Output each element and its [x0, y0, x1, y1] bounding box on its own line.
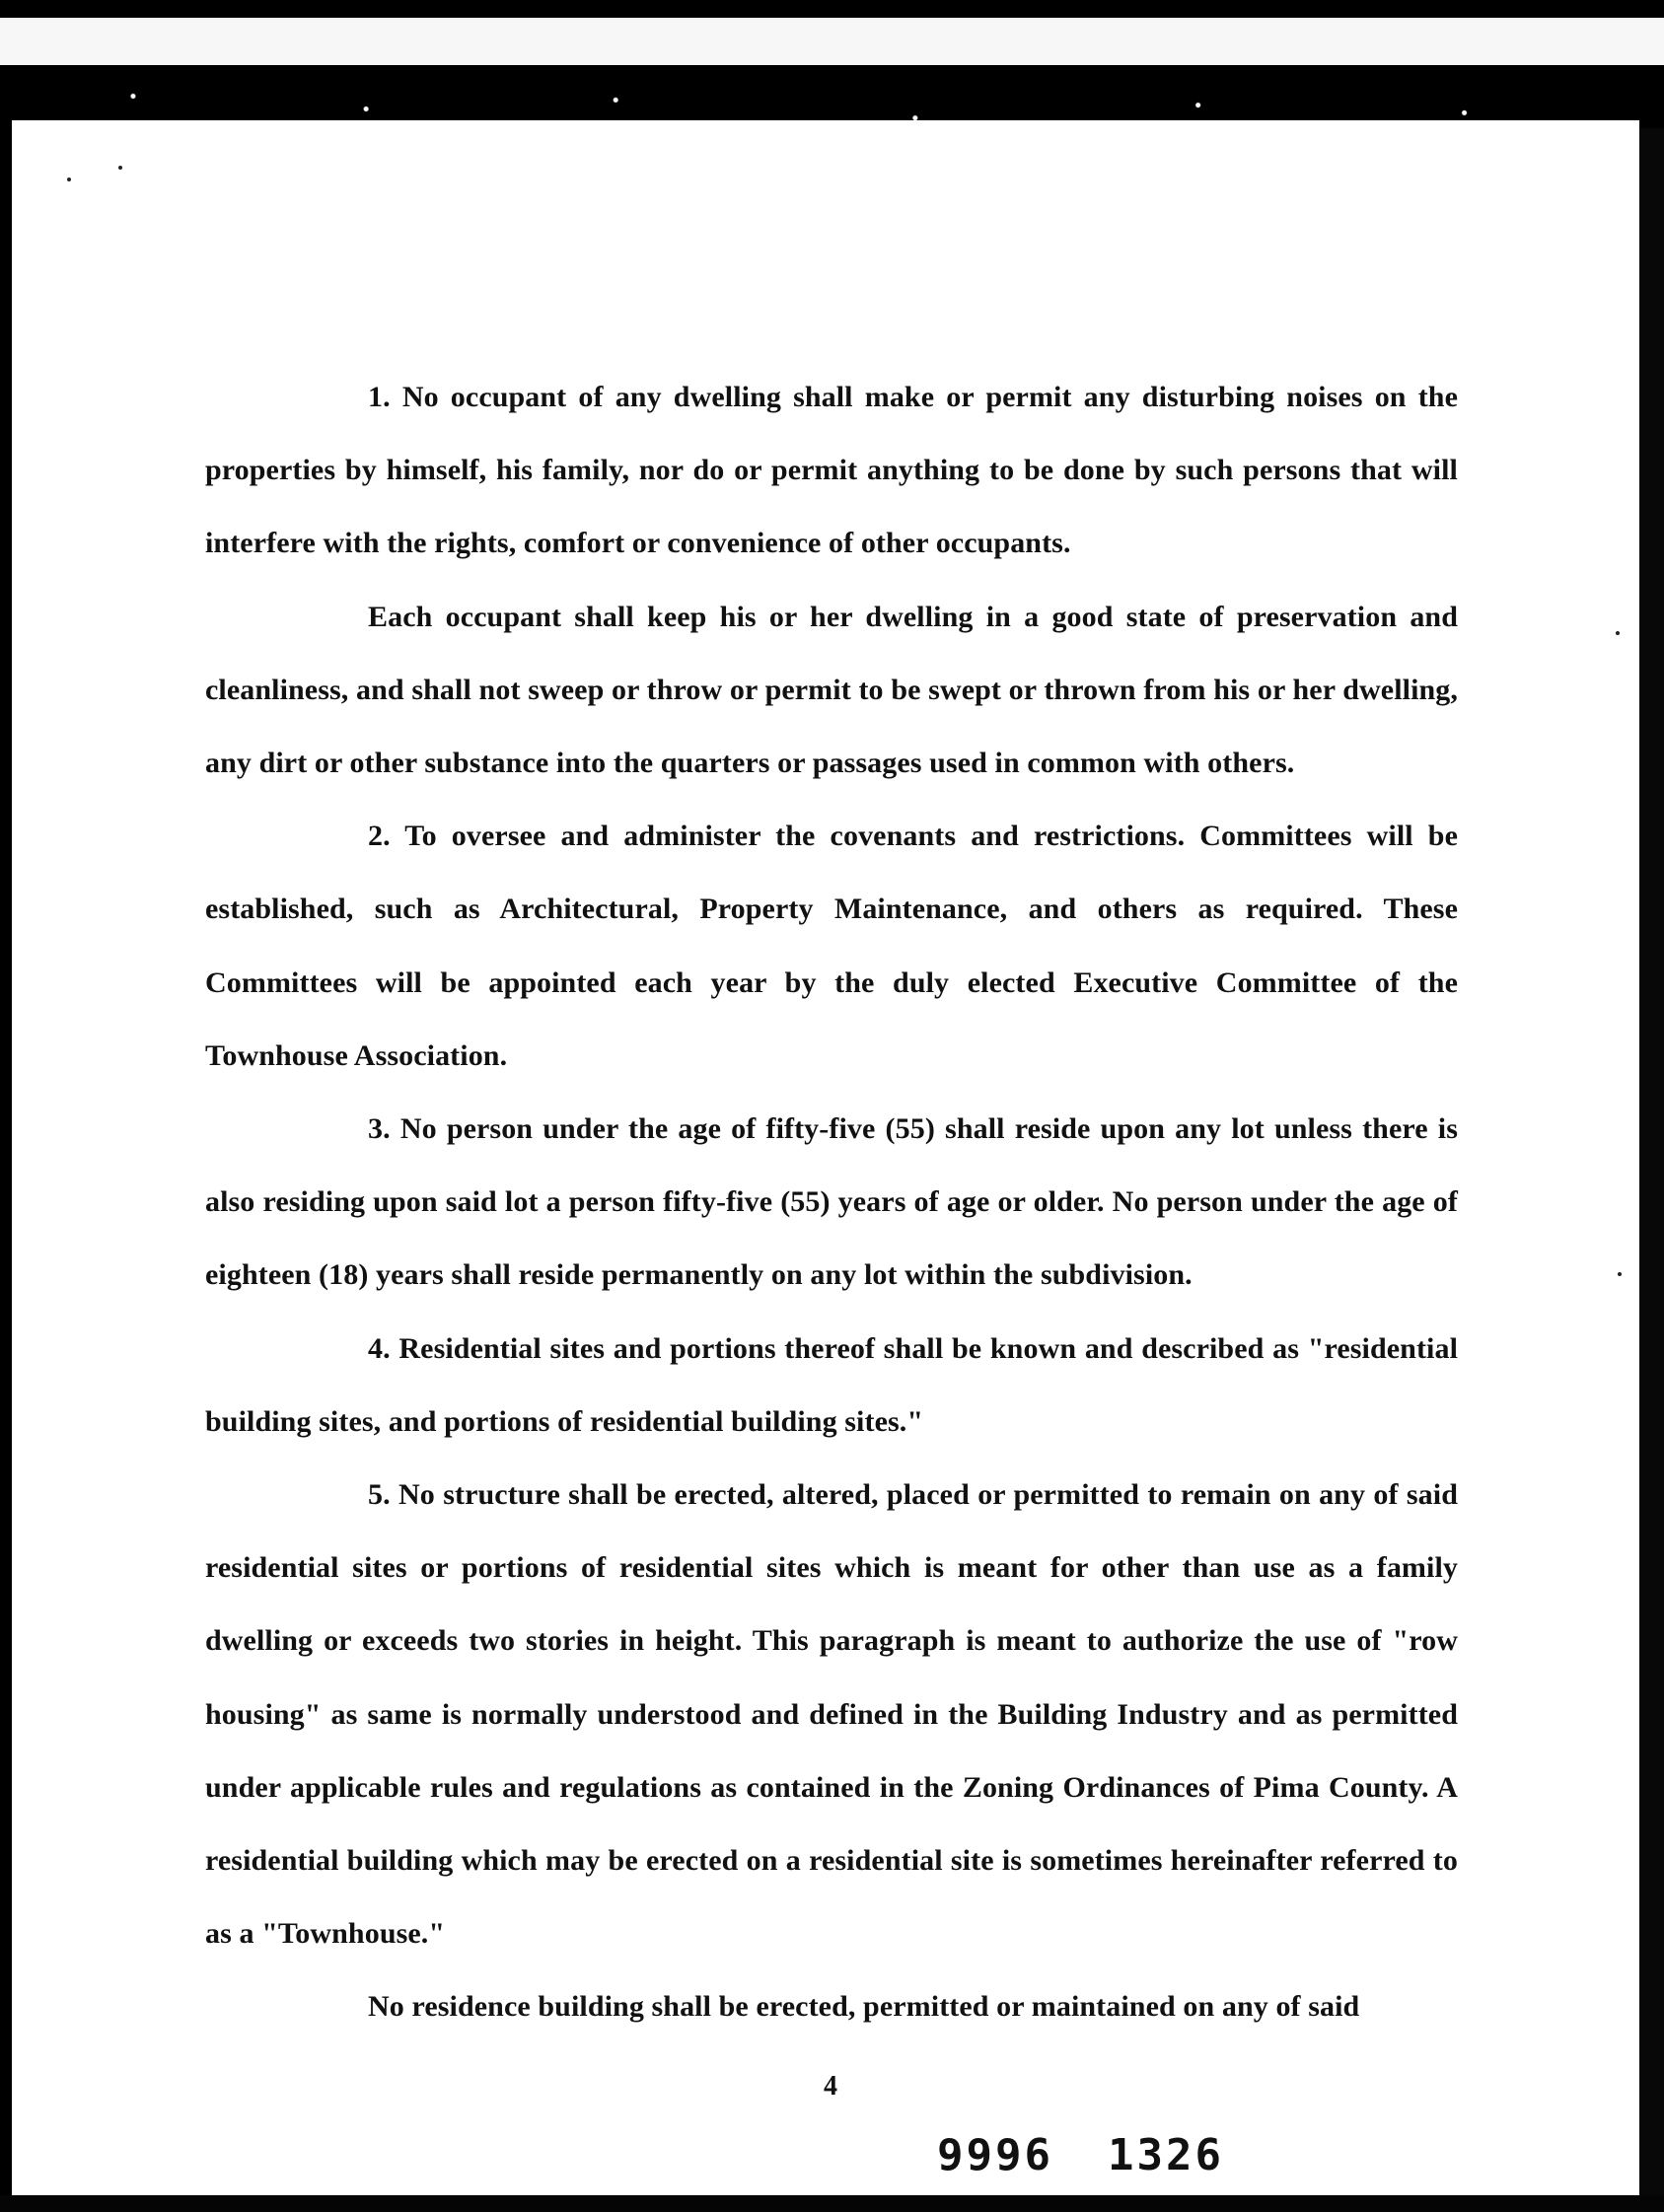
book-number: 9996 [937, 2130, 1053, 2180]
paragraph-3: 3. No person under the age of fifty-five (55) shall reside upon any lot unless there is also residing upon said lot a person fifty-five (55) years of age or older. No person under the age of eighteen (18) years shall reside permanently on any lot within the subdivision. [205, 1112, 1458, 1292]
scan-speck [118, 166, 122, 170]
paragraph-5: 5. No structure shall be erected, altered, placed or permitted to remain on any of said residential sites or portions of residential sites which is meant for other than use as a family dwelling or exceeds two stories in height. This paragraph is meant to authorize the use of "row housing" as same is normally understood and defined in the Building Industry and as permitted under applicable rules and regulations as contained in the Zoning Ordinances of Pima County. A residential building which may be erected on a residential site is sometimes hereinafter referred to as a "Townhouse." [205, 1478, 1458, 1951]
scan-speck [67, 178, 71, 181]
paragraph-5-continued: No residence building shall be erected, permitted or maintained on any of said [368, 1990, 1360, 2024]
scan-bottom-border [0, 2195, 1664, 2212]
scan-speck [1618, 1272, 1622, 1276]
recording-stamp [937, 2130, 1224, 2180]
scan-artifact-band [0, 18, 1664, 65]
scan-speck [1616, 631, 1620, 635]
paragraph-1: 1. No occupant of any dwelling shall make or permit any disturbing noises on the properties by himself, his family, nor do or permit anything to be done by such persons that will interfere with the rights, comfort or convenience of other occupants. [205, 381, 1458, 560]
book-page-number: 1326 [1107, 2130, 1224, 2180]
scan-right-border [1639, 128, 1664, 2212]
paragraph-4: 4. Residential sites and portions thereof shall be known and described as "residential building sites, and portions of residential building sites." [205, 1331, 1458, 1438]
paragraph-1-continued: Each occupant shall keep his or her dwelling in a good state of preservation and cleanliness, and shall not sweep or throw or permit to be swept or thrown from his or her dwelling, any dirt or other substance into the quarters or passages used in common with others. [205, 600, 1458, 780]
page-number: 4 [824, 2071, 837, 2102]
paragraph-2: 2. To oversee and administer the covenants and restrictions. Committees will be established, such as Architectural, Property Maintenance, and others as required. These Committees will be appointed each year by the duly elected Executive Committee of the Townhouse Association. [205, 820, 1458, 1072]
document-body [205, 361, 1458, 2044]
